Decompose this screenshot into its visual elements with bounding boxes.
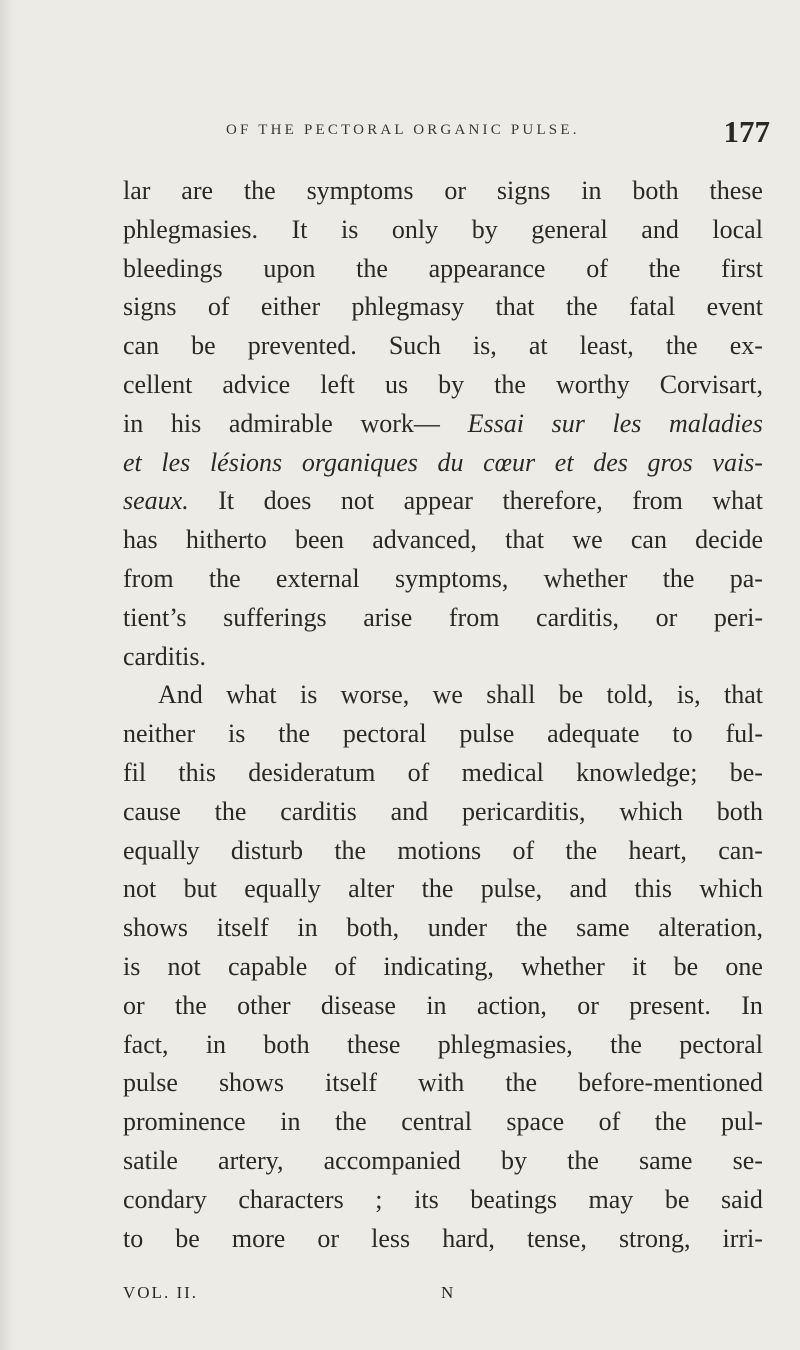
word: les bbox=[612, 408, 642, 438]
word: the bbox=[610, 1029, 642, 1059]
word: equally bbox=[123, 835, 200, 865]
word: condary bbox=[123, 1184, 207, 1214]
word: or bbox=[655, 602, 678, 632]
word: us bbox=[384, 369, 409, 399]
word: that bbox=[724, 680, 763, 710]
text-line bbox=[123, 987, 763, 1026]
word: the bbox=[175, 990, 207, 1020]
text-line bbox=[123, 909, 763, 948]
word: present. bbox=[629, 990, 711, 1020]
word: of bbox=[334, 951, 357, 981]
word: beatings bbox=[470, 1184, 557, 1214]
word: artery, bbox=[218, 1145, 284, 1175]
word: and bbox=[569, 874, 608, 904]
word: shows bbox=[123, 913, 189, 943]
word: cause bbox=[123, 796, 181, 826]
text-line bbox=[123, 1064, 763, 1103]
word: does bbox=[263, 486, 312, 516]
text-line bbox=[123, 1026, 763, 1065]
word: under bbox=[427, 913, 487, 943]
text-line bbox=[123, 1103, 763, 1142]
text-line bbox=[123, 327, 763, 366]
word: be bbox=[673, 951, 699, 981]
text-line bbox=[123, 948, 763, 987]
word: irri- bbox=[722, 1223, 763, 1253]
word: or bbox=[317, 1223, 340, 1253]
word: the bbox=[654, 1107, 687, 1137]
word: maladies bbox=[669, 408, 763, 438]
word: by bbox=[471, 214, 498, 244]
word: or bbox=[123, 990, 145, 1020]
word: et bbox=[554, 447, 574, 477]
word: sufferings bbox=[223, 602, 327, 632]
text-line bbox=[123, 1142, 763, 1181]
word: advice bbox=[222, 369, 291, 399]
word: pericarditis, bbox=[462, 796, 586, 826]
word: worthy bbox=[555, 369, 630, 399]
word: both bbox=[716, 796, 763, 826]
word: one bbox=[725, 951, 763, 981]
word: by bbox=[438, 369, 465, 399]
word: in bbox=[205, 1029, 227, 1059]
word: can bbox=[630, 525, 667, 555]
word: pa- bbox=[729, 563, 763, 593]
word: adequate bbox=[547, 719, 640, 749]
word: Essai bbox=[467, 408, 524, 438]
word: by bbox=[500, 1145, 527, 1175]
word: knowledge; bbox=[576, 757, 698, 787]
word: Corvisart, bbox=[659, 369, 763, 399]
word: same bbox=[576, 913, 630, 943]
page-footer bbox=[123, 1283, 763, 1313]
word: medical bbox=[461, 757, 544, 787]
word: not bbox=[123, 874, 157, 904]
word: its bbox=[414, 1184, 439, 1214]
text-line bbox=[123, 1220, 763, 1259]
word: alter bbox=[348, 874, 395, 904]
word: with bbox=[418, 1068, 465, 1098]
word: may bbox=[588, 1184, 634, 1214]
word: what bbox=[226, 680, 277, 710]
word: the bbox=[421, 874, 454, 904]
word: the bbox=[356, 253, 388, 283]
word: the bbox=[208, 563, 241, 593]
word: but bbox=[183, 874, 217, 904]
word: carditis, bbox=[536, 602, 620, 632]
word: cellent bbox=[123, 369, 193, 399]
word: central bbox=[401, 1107, 472, 1137]
word: action, bbox=[476, 990, 547, 1020]
word: these bbox=[346, 1029, 401, 1059]
word: be bbox=[175, 1223, 200, 1253]
word: to bbox=[123, 1223, 144, 1253]
word: told, bbox=[606, 680, 654, 710]
word: not bbox=[340, 486, 375, 516]
word: are bbox=[181, 176, 214, 205]
text-line bbox=[123, 366, 763, 405]
word: be- bbox=[729, 757, 763, 787]
word: disease bbox=[320, 990, 396, 1020]
word: this bbox=[634, 874, 672, 904]
word: of bbox=[598, 1107, 621, 1137]
text-line bbox=[123, 560, 763, 599]
word: neither bbox=[123, 719, 196, 749]
word: tense, bbox=[526, 1223, 587, 1253]
word: carditis. bbox=[123, 641, 207, 671]
word: pul- bbox=[721, 1107, 763, 1137]
word: to bbox=[672, 719, 693, 749]
word: prominence bbox=[123, 1107, 246, 1137]
word: gros bbox=[647, 447, 693, 477]
word: is, bbox=[472, 331, 497, 361]
word: less bbox=[371, 1223, 411, 1253]
word: we bbox=[572, 525, 603, 555]
word: tient’s bbox=[123, 602, 187, 632]
word: fact, bbox=[123, 1029, 169, 1059]
word: the bbox=[505, 1068, 538, 1098]
word: se- bbox=[732, 1145, 763, 1175]
word: signs bbox=[496, 176, 551, 205]
word: the bbox=[334, 835, 367, 865]
text-line bbox=[123, 793, 763, 832]
word: can- bbox=[718, 835, 763, 865]
word: ; bbox=[375, 1184, 383, 1214]
word: pulse, bbox=[480, 874, 543, 904]
word: at bbox=[528, 331, 548, 361]
word: more bbox=[231, 1223, 286, 1253]
word: space bbox=[506, 1107, 565, 1137]
word: motions bbox=[397, 835, 482, 865]
word: Such bbox=[388, 331, 441, 361]
word: admirable bbox=[228, 408, 333, 438]
word: not bbox=[167, 951, 201, 981]
word: phlegmasy bbox=[351, 292, 465, 322]
word: whether bbox=[521, 951, 605, 981]
text-line bbox=[123, 1181, 763, 1220]
word: shows bbox=[218, 1068, 284, 1098]
word: which bbox=[619, 796, 683, 826]
word: the bbox=[648, 253, 681, 283]
word: It bbox=[291, 214, 308, 244]
text-line bbox=[123, 638, 763, 677]
word: said bbox=[721, 1184, 763, 1214]
body-text bbox=[123, 172, 763, 1258]
text-line bbox=[123, 405, 763, 444]
word: the bbox=[515, 913, 548, 943]
text-line bbox=[123, 832, 763, 871]
text-line bbox=[123, 172, 763, 211]
word: of bbox=[207, 292, 230, 322]
word: first bbox=[721, 253, 763, 283]
word: both bbox=[263, 1029, 310, 1059]
word: signs bbox=[123, 292, 177, 322]
word: local bbox=[712, 214, 763, 244]
word: itself bbox=[325, 1068, 377, 1098]
word: or bbox=[444, 176, 467, 205]
word: seaux. bbox=[123, 486, 189, 516]
word: be bbox=[664, 1184, 690, 1214]
word: from bbox=[632, 486, 683, 516]
word: in bbox=[280, 1107, 301, 1137]
word: is, bbox=[676, 680, 701, 710]
text-line bbox=[123, 250, 763, 289]
word: upon bbox=[263, 253, 316, 283]
word: of bbox=[407, 757, 430, 787]
word: the bbox=[214, 796, 247, 826]
word: equally bbox=[244, 874, 321, 904]
word: of bbox=[586, 253, 608, 283]
word: pulse bbox=[459, 719, 515, 749]
word: itself bbox=[216, 913, 269, 943]
running-head bbox=[226, 114, 770, 158]
word: worse, bbox=[340, 680, 410, 710]
word: It bbox=[218, 486, 235, 516]
volume-mark: VOL. II. bbox=[123, 1283, 199, 1302]
word: bleedings bbox=[123, 253, 223, 283]
text-line bbox=[123, 482, 763, 521]
word: least, bbox=[579, 331, 634, 361]
word: left bbox=[320, 369, 355, 399]
word: sur bbox=[551, 408, 585, 438]
word: these bbox=[709, 176, 763, 205]
word: fatal bbox=[629, 292, 676, 322]
word: event bbox=[706, 292, 763, 322]
word: heart, bbox=[628, 835, 687, 865]
word: the bbox=[662, 563, 695, 593]
word: the bbox=[565, 292, 598, 322]
word: characters bbox=[238, 1184, 344, 1214]
word: symptoms, bbox=[394, 563, 509, 593]
word: that bbox=[495, 292, 535, 322]
text-line bbox=[123, 715, 763, 754]
word: only bbox=[391, 214, 439, 244]
word: And bbox=[158, 680, 203, 710]
word: arise bbox=[363, 602, 413, 632]
word: pectoral bbox=[679, 1029, 763, 1059]
word: the bbox=[494, 369, 526, 399]
word: both bbox=[632, 176, 679, 205]
word: et bbox=[123, 447, 142, 477]
word: or bbox=[577, 990, 599, 1020]
word: from bbox=[448, 602, 500, 632]
text-line bbox=[123, 676, 763, 715]
word: therefore, bbox=[502, 486, 603, 516]
text-line bbox=[123, 599, 763, 638]
word: this bbox=[178, 757, 216, 787]
word: in bbox=[426, 990, 447, 1020]
word: du bbox=[437, 447, 464, 477]
word: the bbox=[565, 835, 598, 865]
word: appearance bbox=[428, 253, 546, 283]
word: be bbox=[191, 331, 216, 361]
word: that bbox=[505, 525, 545, 555]
word: in bbox=[297, 913, 318, 943]
word: is bbox=[299, 680, 318, 710]
word: disturb bbox=[230, 835, 304, 865]
word: strong, bbox=[618, 1223, 691, 1253]
word: work— bbox=[360, 408, 440, 438]
word: accompanied bbox=[323, 1145, 461, 1175]
word: what bbox=[712, 486, 763, 516]
word: symptoms bbox=[306, 176, 414, 205]
word: ful- bbox=[725, 719, 763, 749]
word: his bbox=[170, 408, 202, 438]
word: hard, bbox=[442, 1223, 495, 1253]
signature-mark: N bbox=[441, 1283, 456, 1302]
word: advanced, bbox=[372, 525, 477, 555]
word: and bbox=[641, 214, 679, 244]
word: from bbox=[123, 563, 174, 593]
text-line bbox=[123, 754, 763, 793]
word: is bbox=[341, 214, 359, 244]
word: general bbox=[531, 214, 608, 244]
word: prevented. bbox=[247, 331, 357, 361]
word: capable bbox=[227, 951, 308, 981]
word: we bbox=[432, 680, 463, 710]
text-line bbox=[123, 444, 763, 483]
word: before-mentioned bbox=[578, 1068, 763, 1098]
word: lar bbox=[123, 176, 151, 205]
text-line bbox=[123, 211, 763, 250]
word: either bbox=[260, 292, 321, 322]
word: decide bbox=[695, 525, 763, 555]
word: des bbox=[593, 447, 628, 477]
word: In bbox=[741, 990, 763, 1020]
word: is bbox=[123, 951, 141, 981]
word: vais- bbox=[712, 447, 763, 477]
word: indicating, bbox=[383, 951, 494, 981]
word: phlegmasies. bbox=[123, 214, 259, 244]
word: appear bbox=[403, 486, 473, 516]
word: has bbox=[123, 525, 158, 555]
word: les bbox=[161, 447, 191, 477]
word: the bbox=[567, 1145, 599, 1175]
word: lésions bbox=[209, 447, 283, 477]
word: the bbox=[665, 331, 698, 361]
word: ex- bbox=[729, 331, 763, 361]
word: cœur bbox=[483, 447, 536, 477]
word: the bbox=[243, 176, 276, 205]
word: whether bbox=[543, 563, 628, 593]
word: external bbox=[275, 563, 360, 593]
word: in bbox=[123, 408, 144, 438]
word: desideratum bbox=[248, 757, 376, 787]
word: carditis bbox=[280, 796, 357, 826]
text-line bbox=[123, 288, 763, 327]
word: other bbox=[237, 990, 291, 1020]
word: organiques bbox=[301, 447, 418, 477]
word: hitherto bbox=[185, 525, 267, 555]
word: of bbox=[512, 835, 535, 865]
word: pectoral bbox=[342, 719, 427, 749]
running-title: OF THE PECTORAL ORGANIC PULSE. bbox=[226, 122, 580, 138]
word: alteration, bbox=[658, 913, 763, 943]
word: be bbox=[558, 680, 584, 710]
text-line bbox=[123, 870, 763, 909]
word: and bbox=[390, 796, 429, 826]
word: fil bbox=[123, 757, 147, 787]
word: satile bbox=[123, 1145, 178, 1175]
word: can bbox=[123, 331, 160, 361]
word: pulse bbox=[123, 1068, 178, 1098]
word: both, bbox=[346, 913, 400, 943]
page-number: 177 bbox=[723, 114, 770, 149]
word: the bbox=[334, 1107, 367, 1137]
word: which bbox=[699, 874, 763, 904]
word: same bbox=[639, 1145, 693, 1175]
word: phlegmasies, bbox=[437, 1029, 573, 1059]
page-edge-shadow bbox=[0, 0, 14, 1350]
word: been bbox=[294, 525, 345, 555]
word: peri- bbox=[713, 602, 763, 632]
word: it bbox=[632, 951, 647, 981]
word: the bbox=[278, 719, 310, 749]
word: shall bbox=[486, 680, 536, 710]
text-line bbox=[123, 521, 763, 560]
word: in bbox=[581, 176, 602, 205]
word: is bbox=[228, 719, 246, 749]
